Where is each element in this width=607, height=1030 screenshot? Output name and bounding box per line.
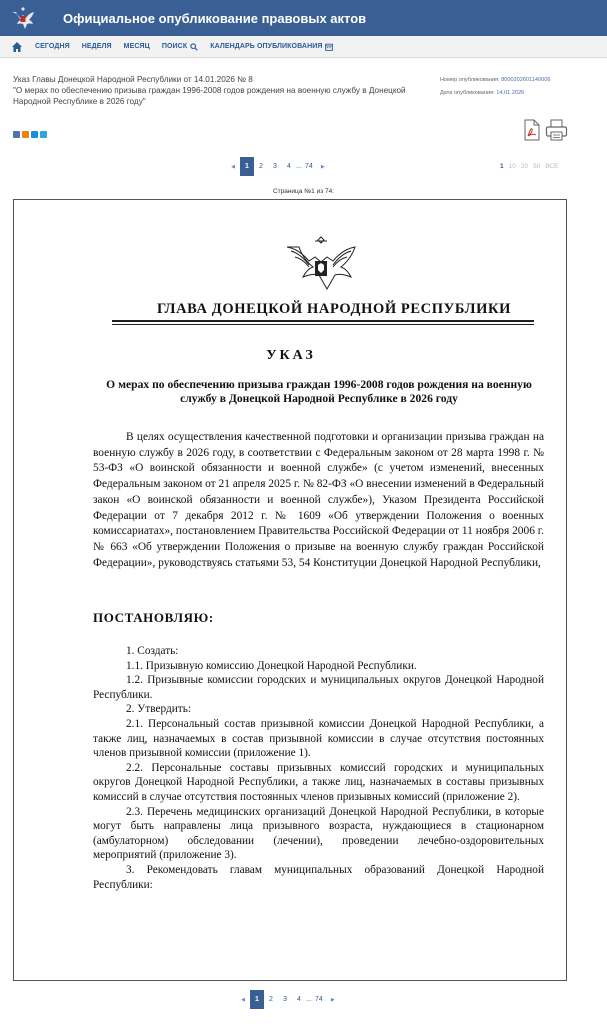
nav-week-label: НЕДЕЛЯ xyxy=(81,43,112,50)
pdf-download-icon[interactable] xyxy=(522,119,542,141)
resolution-item: 1. Создать: xyxy=(126,645,179,657)
nav-calendar-label: КАЛЕНДАРЬ ОПУБЛИКОВАНИЯ xyxy=(210,43,323,50)
home-icon[interactable] xyxy=(11,41,23,53)
print-icon[interactable] xyxy=(545,119,568,141)
page-2-button[interactable]: 2 xyxy=(259,163,263,170)
document-page-viewer xyxy=(13,199,567,981)
heading-rule-thin xyxy=(112,324,534,325)
ok-share-icon[interactable] xyxy=(22,131,29,138)
nav-search-label: ПОИСК xyxy=(161,43,188,50)
coat-of-arms-icon xyxy=(283,235,359,297)
prev-page-icon[interactable]: ◀ xyxy=(231,163,235,170)
page-2-button[interactable]: 2 xyxy=(269,996,273,1003)
resolve-heading: ПОСТАНОВЛЯЮ: xyxy=(93,610,214,625)
social-share xyxy=(13,131,47,138)
resolution-item: 1.1. Призывную комиссию Донецкой Народной Республики. xyxy=(126,659,417,672)
document-type-heading: УКАЗ xyxy=(266,348,316,363)
prev-page-icon[interactable]: ◀ xyxy=(241,996,245,1003)
document-subject: О мерах по обеспечению призыва граждан 1996-2008 годов рождения на военную службу в Донецкой Народной Республике в 2026 году xyxy=(106,378,532,405)
nav-today[interactable] xyxy=(35,43,70,50)
per-page-50[interactable]: 50 xyxy=(533,163,541,170)
site-title[interactable]: Официальное опубликование правовых актов xyxy=(63,10,367,26)
nav-search[interactable] xyxy=(162,43,198,51)
publication-date xyxy=(440,90,524,96)
resolution-item: 2.3. Перечень медицинских организаций Донецкой Народной Республики, в которые могут быть направлены лица призывного возраста, нуждающиеся в стационарном (амбулаторном) обследовании (лечении), проведении лечебно-оздоровительных мероприятий (приложение 3). xyxy=(93,805,544,862)
search-icon xyxy=(190,43,198,51)
nav-month[interactable] xyxy=(124,43,150,50)
per-page-20[interactable]: 20 xyxy=(520,163,529,170)
resolution-item: 2. Утвердить: xyxy=(126,703,192,716)
nav-month-label: МЕСЯЦ xyxy=(123,43,150,50)
publication-number-value: 8000202601140006 xyxy=(501,77,551,83)
site-header xyxy=(0,0,607,36)
per-page-1[interactable]: 1 xyxy=(500,163,504,170)
publication-date-label: Дата опубликования: xyxy=(440,90,495,96)
telegram-share-icon[interactable] xyxy=(40,131,47,138)
resolution-items xyxy=(93,644,544,892)
heading-rule-thick xyxy=(112,320,534,322)
vk-share-icon[interactable] xyxy=(13,131,20,138)
publication-number xyxy=(440,77,551,83)
pagination-bottom xyxy=(236,990,340,1009)
mailru-share-icon[interactable] xyxy=(31,131,38,138)
per-page-10[interactable]: 10 xyxy=(508,163,516,170)
nav-calendar[interactable] xyxy=(210,43,333,51)
next-page-icon[interactable]: ▶ xyxy=(320,163,325,170)
resolution-item: 2.1. Персональный состав призывной комиссии Донецкой Народной Республики, а также лиц, назначаемых в состав призывной комиссии в случае отсутствия постоянных членов призывной комиссии (приложение 1). xyxy=(93,717,544,760)
resolution-item: 1.2. Призывные комиссии городских и муниципальных округов Донецкой Народной Республики. xyxy=(93,674,544,701)
eagle-emblem-icon[interactable] xyxy=(9,4,37,32)
main-nav xyxy=(0,36,607,58)
page-3-button[interactable]: 3 xyxy=(273,163,277,170)
document-preamble: В целях осуществления качественной подготовки и организации призыва граждан на военную службу в 2026 году, в соответствии с Федеральным законом от 28 марта 1998 г. № 53-ФЗ «О воинской обязанности и военной службе» (с учетом изменений, внесенных Федеральным законом от 21 апреля 2025 г. № 82-ФЗ «О внесении изменений в Федеральный закон «О воинской обязанности и военной службе»), Указом Президента Российской Федерации от 7 декабря 2012 г. № 1609 «Об утверждении Положения о военных комиссариатах», постановлением Правительства Российской Федерации от 11 ноября 2006 г. № 663 «Об утверждении Положения о призыве на военную службу граждан Российской Федерации», руководствуясь статьями 53, 54 Конституции Донецкой Народной Республики, xyxy=(93,431,544,569)
pagination-ellipsis: ... xyxy=(296,163,302,170)
per-page-all[interactable]: ВСЕ xyxy=(545,163,559,170)
page-last-button[interactable]: 74 xyxy=(304,163,313,170)
nav-week[interactable] xyxy=(82,43,112,50)
next-page-icon[interactable]: ▶ xyxy=(330,996,335,1003)
publication-date-value: 14.01.2026 xyxy=(496,90,525,96)
document-title xyxy=(13,74,433,107)
calendar-icon xyxy=(325,43,333,51)
page-1-button[interactable]: 1 xyxy=(240,157,254,176)
page-4-button[interactable]: 4 xyxy=(297,996,301,1003)
publication-number-label: Номер опубликования: xyxy=(440,77,500,83)
per-page-selector xyxy=(500,163,558,170)
nav-today-label: СЕГОДНЯ xyxy=(35,43,70,50)
pagination-top xyxy=(226,157,330,176)
page-3-button[interactable]: 3 xyxy=(283,996,287,1003)
resolution-item: 3. Рекомендовать главам муниципальных образований Донецкой Народной Республики: xyxy=(93,863,544,891)
issuer-heading: ГЛАВА ДОНЕЦКОЙ НАРОДНОЙ РЕСПУБЛИКИ xyxy=(157,301,511,317)
document-title-line1: Указ Главы Донецкой Народной Республики от 14.01.2026 № 8 xyxy=(13,75,253,84)
pagination-ellipsis: ... xyxy=(306,996,312,1003)
document-title-line2: "О мерах по обеспечению призыва граждан 1996-2008 годов рождения на военную службу в Донецкой Народной Республике в 2026 году" xyxy=(13,86,406,106)
page-last-button[interactable]: 74 xyxy=(314,996,323,1003)
page-1-button[interactable]: 1 xyxy=(250,990,264,1009)
resolution-item: 2.2. Персональные составы призывных комиссий городских и муниципальных округов Донецкой Народной Республики, а также лиц, назначаемых в составы призывных комиссий в случае отсутствия постоянных членов призывных комиссий (приложение 2). xyxy=(93,761,544,803)
page-indicator: Страница №1 из 74: xyxy=(272,188,335,195)
page-4-button[interactable]: 4 xyxy=(287,163,291,170)
